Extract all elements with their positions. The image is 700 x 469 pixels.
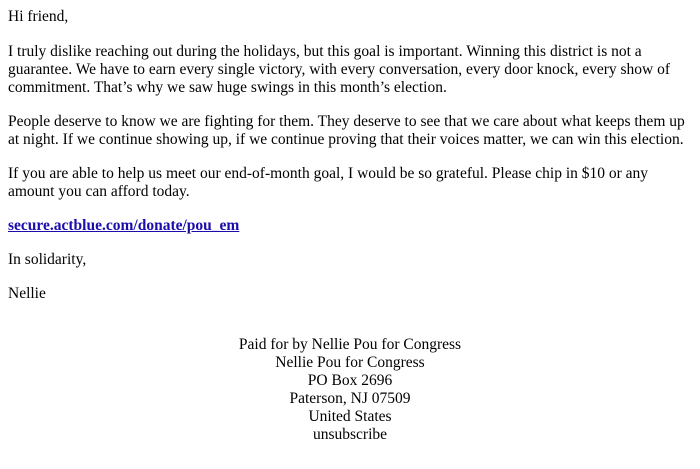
donate-link-row [8,217,698,235]
signature: Nellie [8,285,46,302]
footer-city: Paterson, NJ 07509 [289,390,411,407]
footer-org: Nellie Pou for Congress [275,354,425,371]
email-body [8,8,698,319]
paragraph-fighting: People deserve to know we are fighting for them. They deserve to see that we care about what keeps them up at night. If we continue showing up, if we continue proving that their voices matter, we can win this election. [8,113,685,148]
donate-link[interactable]: secure.actblue.com/donate/pou_em [8,217,240,234]
paragraph-ask: If you are able to help us meet our end-of-month goal, I would be so grateful. Please chip in $10 or any amount you can afford today. [8,165,649,200]
paragraph-holidays: I truly dislike reaching out during the holidays, but this goal is important. Winning this district is not a guarantee. We have to earn every single victory, with every conversation, every door knock, every show of commitment. That’s why we saw huge swings in this month’s election. [8,43,670,96]
greeting: Hi friend, [8,8,69,25]
unsubscribe-link[interactable]: unsubscribe [312,426,388,443]
email-footer [0,336,700,444]
closing: In solidarity, [8,251,87,268]
paid-for-disclaimer: Paid for by Nellie Pou for Congress [238,336,462,353]
footer-country: United States [308,408,392,425]
footer-po-box: PO Box 2696 [307,372,393,389]
